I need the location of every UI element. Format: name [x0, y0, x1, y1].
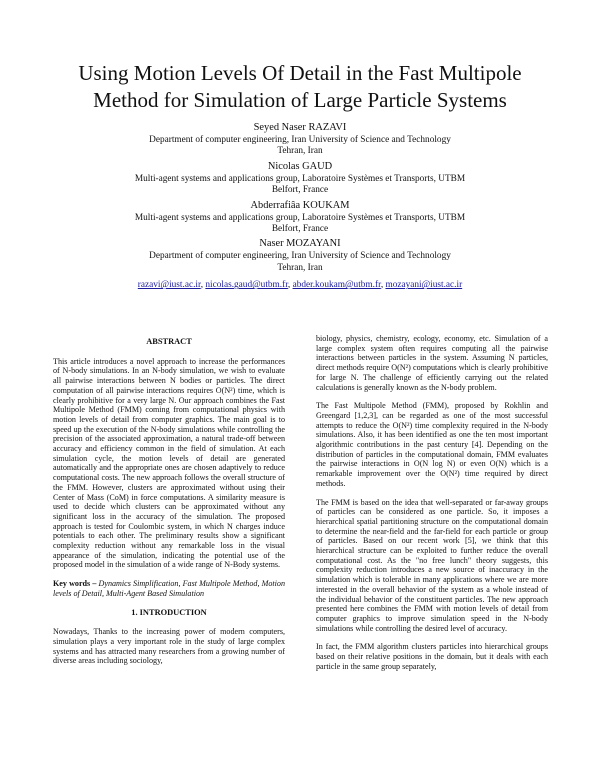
author-location: Belfort, France: [271, 224, 329, 235]
author-affiliation: Multi-agent systems and applications group, Laboratoire Systèmes et Transports, UTBM: [134, 173, 466, 184]
introduction-heading: 1. INTRODUCTION: [131, 607, 207, 617]
author-name: Seyed Naser RAZAVI: [253, 122, 347, 133]
author-block: [60, 200, 540, 236]
author-affiliation: Department of computer engineering, Iran University of Science and Technology: [149, 135, 451, 145]
author-location: Tehran, Iran: [277, 262, 323, 273]
keywords-label: Key words –: [53, 579, 97, 589]
author-location: Belfort, France: [271, 185, 329, 196]
paper-title: [40, 60, 560, 114]
author-list: [60, 122, 540, 292]
body-paragraph: The Fast Multipole Method (FMM), proposed by Rokhlin and Greengard [1,2,3], can be regarded as one of the most successful attempts to reduce the O(N²) time complexity required in the N-body simulations. Also, it has been identified as one the ten most important algorithmic contributions in the past century [4]. Depending on the distribution of particles in the computational domain, FMM evaluates the pairwise interactions in O(N log N) or even O(N) which is a remarkable improvement over the O(N²) time required by direct methods.: [316, 401, 548, 488]
email-separator: ,: [287, 280, 293, 291]
email-link[interactable]: abder.koukam@utbm.fr: [292, 280, 381, 291]
email-list: [60, 280, 540, 291]
abstract-heading: ABSTRACT: [146, 337, 192, 346]
email-separator: ,: [380, 280, 386, 291]
author-location: Tehran, Iran: [277, 146, 323, 157]
keywords: [53, 579, 285, 598]
email-separator: ,: [200, 280, 206, 291]
intro-paragraph: Nowadays, Thanks to the increasing power of modern computers, simulation plays a very important role in the study of large complex systems and has attracted many researchers from a growing number of diverse areas including sociology,: [53, 627, 285, 666]
email-link[interactable]: razavi@iust.ac.ir: [137, 280, 201, 291]
email-link[interactable]: mozayani@iust.ac.ir: [385, 280, 463, 291]
email-link[interactable]: nicolas.gaud@utbm.fr: [205, 280, 288, 291]
body-paragraph: In fact, the FMM algorithm clusters particles into hierarchical groups based on their relative positions in the domain, but it deals with each particle in the same group separately,: [316, 642, 548, 671]
author-name: Abderrafiâa KOUKAM: [250, 199, 350, 211]
author-block: [60, 161, 540, 197]
author-name: Naser MOZAYANI: [259, 238, 341, 250]
left-column: [53, 334, 285, 675]
right-column: [316, 334, 548, 681]
author-name: Nicolas GAUD: [267, 160, 333, 172]
keywords-text: Dynamics Simplification, Fast Multipole Method, Motion levels of Detail, Multi-Agent Based Simulation: [53, 579, 285, 598]
author-block: [60, 122, 540, 158]
author-affiliation: Multi-agent systems and applications group, Laboratoire Systèmes et Transports, UTBM: [134, 212, 466, 223]
author-affiliation: Department of computer engineering, Iran University of Science and Technology: [149, 251, 451, 262]
abstract-text: This article introduces a novel approach to increase the performances of N-body simulations. In an N-body simulation, we wish to evaluate all pairwise interactions between N bodies or particles. The direct computation of all pairwise interactions requires O(N²) time, which is clearly prohibitive for a very large N. Our approach combines the Fast Multipole Method (FMM) coming from computational physics with motion levels of detail from computer graphics. The main goal is to speed up the execution of the N-body simulations while controlling the precision of the associated approximation, a natural trade-off between accuracy and efficiency common in the field of simulation. At each simulation cycle, the motion levels of detail are generated automatically and the appropriate ones are chosen adaptively to reduce computational costs. The new approach follows the overall structure of the FMM. However, clusters are approximated without using their Center of Mass (CoM) in force computations. A similarity measure is used to decide which clusters can be approximated without any significant loss in the accuracy of the simulation. The proposed approach is tested for Coulombic system, in which N charges induce potentials to each other. The preliminary results show a significant complexity reduction without any remarkable loss in the visual appearance of the simulation, indicating the potential use of the proposed model in the simulation of a wide range of N-Body systems.: [53, 356, 285, 570]
title-line-1: Using Motion Levels Of Detail in the Fast Multipole: [78, 61, 522, 85]
body-paragraph: biology, physics, chemistry, ecology, economy, etc. Simulation of a large complex system often requires computing all the pairwise interactions between particles in the system. Assuming N particles, direct methods require O(N²) computations which is clearly prohibitive for large N. The challenge of efficiently carrying out the related calculations is generally known as the N-body problem.: [316, 334, 548, 392]
author-block: [60, 238, 540, 274]
title-line-2: Method for Simulation of Large Particle Systems: [93, 88, 507, 112]
body-paragraph: The FMM is based on the idea that well-separated or far-away groups of particles can be considered as one particle. So, it imposes a hierarchical spatial partitioning structure on the computational domain to determine the near-field and the far-field for each particle or group of particles. Based on our recent work [5], we think that this hierarchical structure can be exploited to further reduce the overall computational cost. As the "no free lunch" theory suggests, this complexity reduction introduces a new source of inaccuracy in the simulation which is tolerable in many applications where we are more interested in the overall behavior of the system as a whole instead of the individual behavior of the constituent particles. The new approach presented here combines the FMM with motion levels of detail from computer graphics to improve simulation speed in the N-body simulations while controlling the desired level of accuracy.: [316, 497, 548, 633]
